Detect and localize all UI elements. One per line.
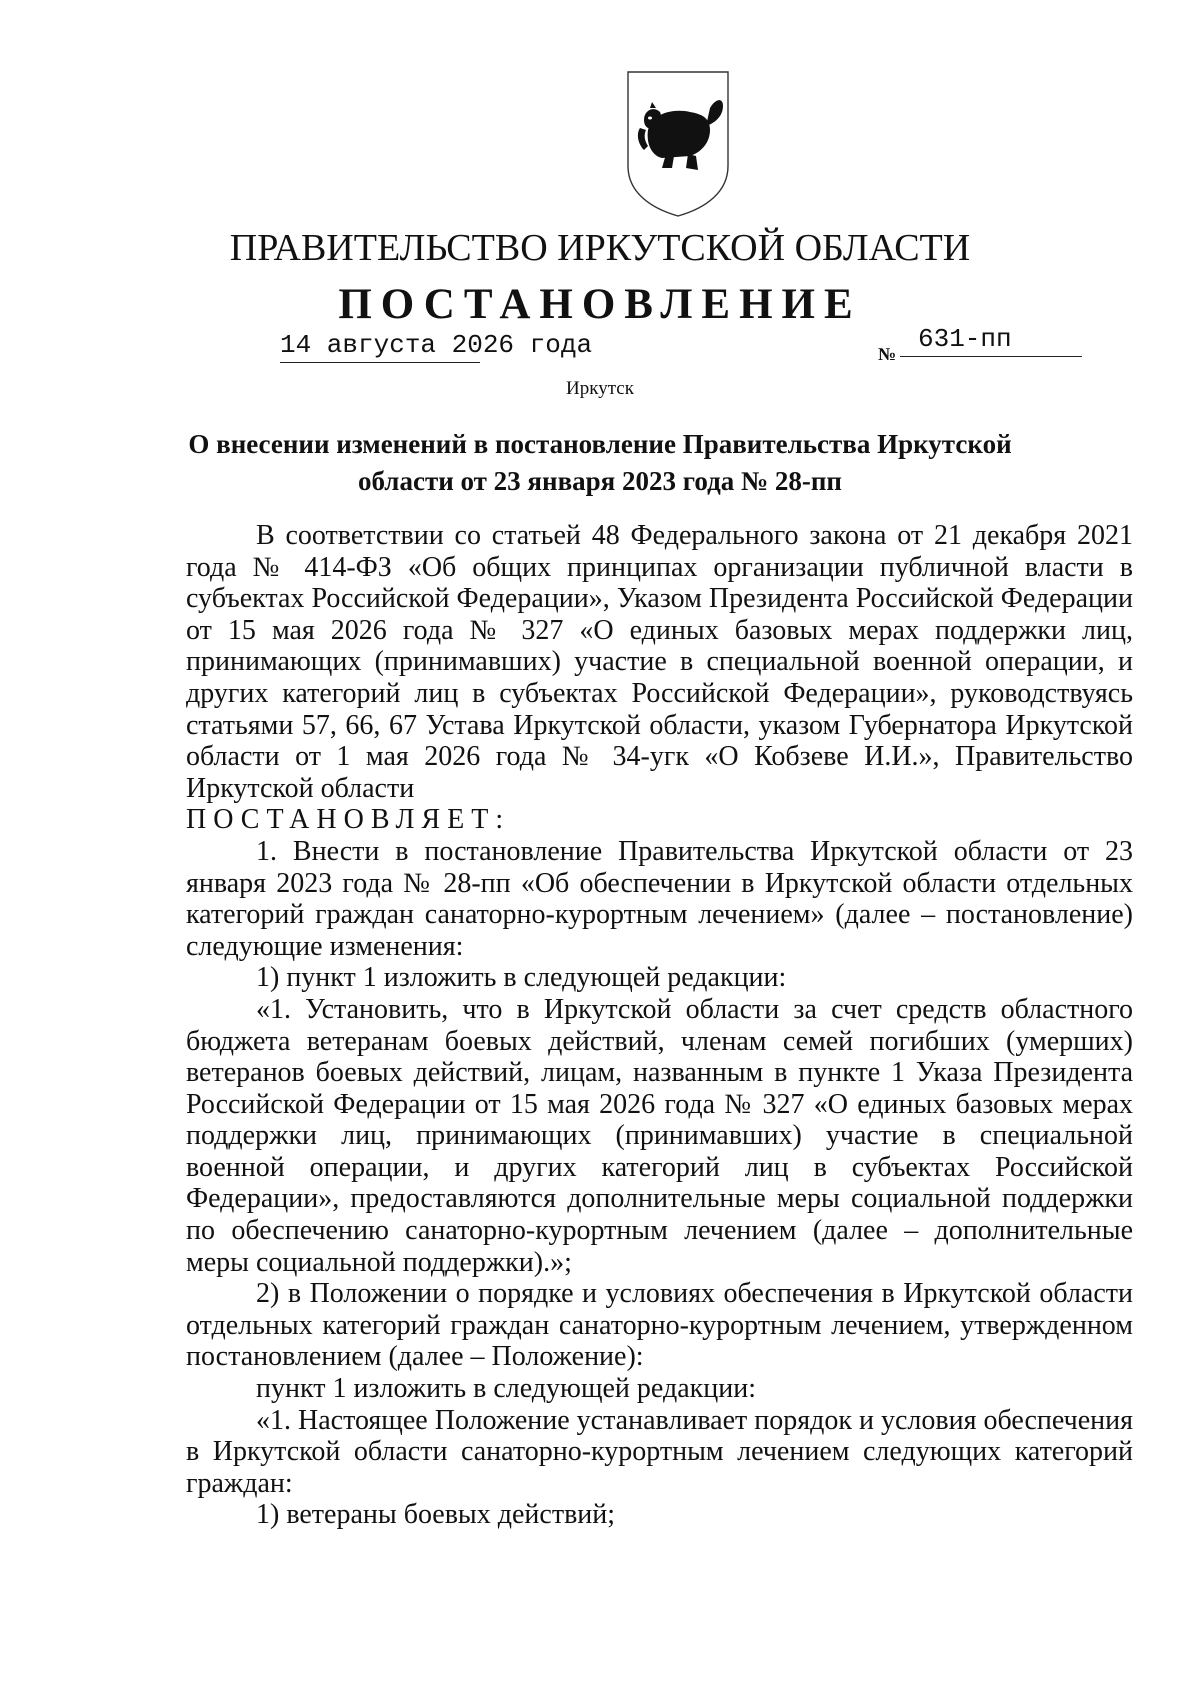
subitem-1-heading: 1) пункт 1 изложить в следующей редакции: — [256, 962, 787, 994]
document-date: 14 августа 2026 года — [280, 330, 480, 363]
document-number: 631-пп — [900, 324, 1082, 357]
number-label: № — [878, 344, 897, 364]
city: Иркутск — [566, 378, 634, 399]
coat-of-arms-emblem — [622, 68, 734, 218]
list-item-veterans: 1) ветераны боевых действий; — [256, 1499, 616, 1531]
subitem-1-text: «1. Установить, что в Иркутской области за счет средств областного бюджета ветеранам боевых действий, членам семей погибших (умерших) ветеранов боевых действий, лицам, названным в пункте 1 Указа Президента Российской Федерации от 15 мая 2026 года № 327 «О единых базовых мерах поддержки лиц, принимающих (принимавших) участие в специальной военной операции, и других категорий лиц в субъектах Российской Федерации», предоставляются дополнительные меры социальной поддержки по обеспечению санаторно-курортным лечением (далее – дополнительные меры социальной поддержки).»; — [186, 993, 1133, 1278]
title-line-2: области от 23 января 2023 года № 28-пп — [357, 466, 842, 496]
document-title — [150, 426, 1050, 500]
subitem-2-paragraph: 2) в Положении о порядке и условиях обеспечения в Иркутской области отдельных категорий граждан санаторно-курортным лечением, утвержденном постановлением (далее – Положение): — [186, 1278, 1133, 1373]
organization-name: ПРАВИТЕЛЬСТВО ИРКУТСКОЙ ОБЛАСТИ — [229, 227, 971, 269]
preamble-paragraph: В соответствии со статьей 48 Федерального закона от 21 декабря 2021 года № 414-ФЗ «Об общих принципах организации публичной власти в субъектах Российской Федерации», Указом Президента Российской Федерации от 15 мая 2026 года № 327 «О единых базовых мерах поддержки лиц, принимающих (принимавших) участие в специальной военной операции, и других категорий лиц в субъектах Российской Федерации», руководствуясь статьями 57, 66, 67 Устава Иркутской области, указом Губернатора Иркутской области от 1 мая 2026 года № 34-угк «О Кобзеве И.И.», Правительство Иркутской области — [186, 520, 1133, 804]
document-type: ПОСТАНОВЛЕНИЕ — [338, 281, 862, 328]
subitem-2-heading: пункт 1 изложить в следующей редакции: — [256, 1373, 756, 1405]
document-body — [186, 520, 1133, 1531]
item-1-paragraph: 1. Внести в постановление Правительства Иркутской области от 23 января 2023 года № 28-пп «Об обеспечении в Иркутской области отдельных категорий граждан санаторно-курортным лечением» (далее – постановление) следующие изменения: — [186, 835, 1133, 962]
title-line-1: О внесении изменений в постановление Правительства Иркутской — [188, 429, 1012, 459]
subitem-2-text: «1. Настоящее Положение устанавливает порядок и условия обеспечения в Иркутской области санаторно-курортным лечением следующих категорий граждан: — [186, 1404, 1133, 1499]
decree-word: ПОСТАНОВЛЯЕТ: — [186, 804, 511, 836]
